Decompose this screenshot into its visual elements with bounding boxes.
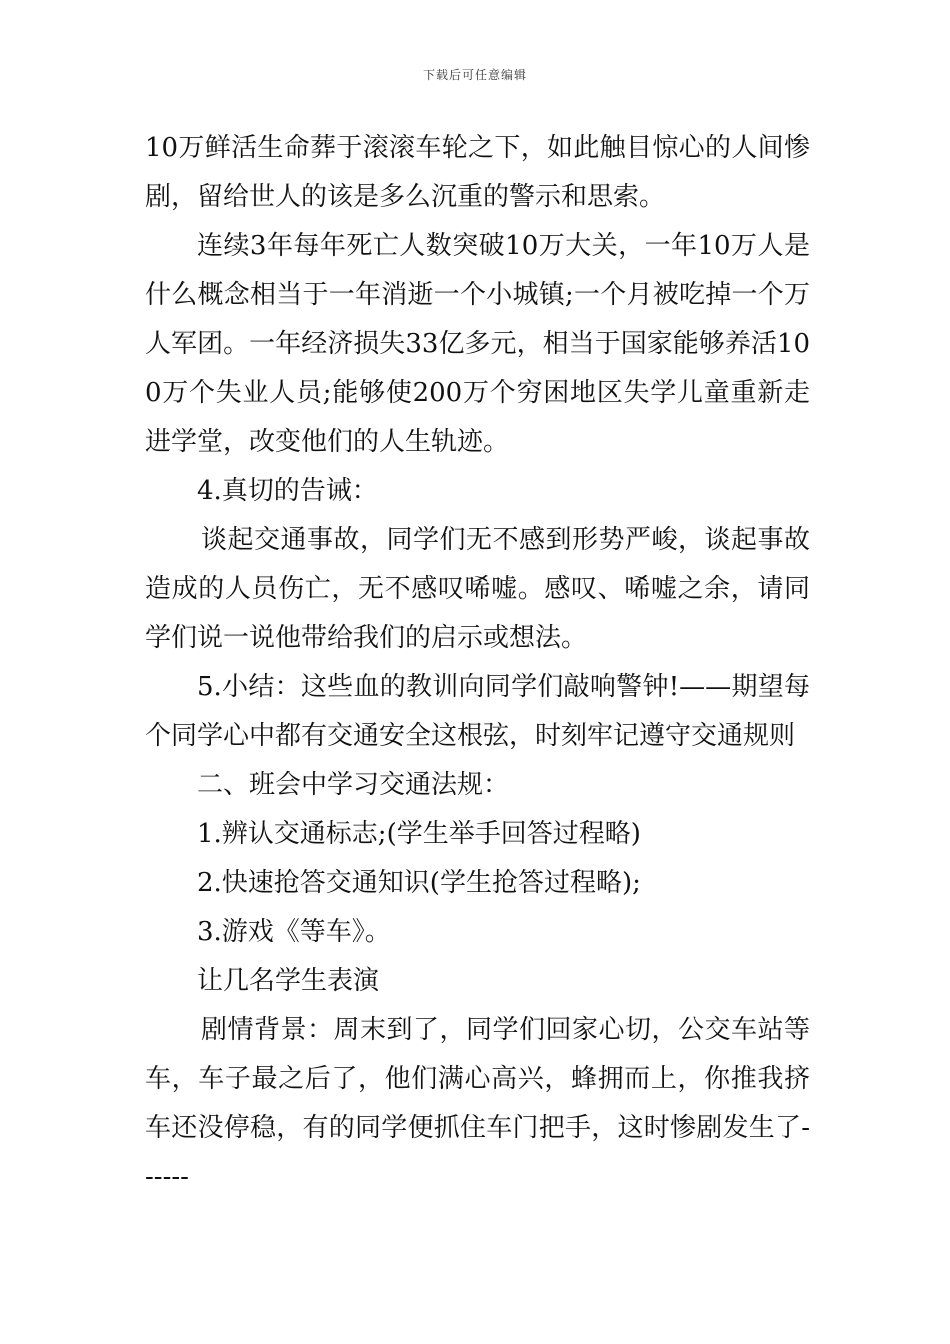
paragraph-4: 谈起交通事故，同学们无不感到形势严峻，谈起事故造成的人员伤亡，无不感叹唏嘘。感叹、唏嘘之余，请同学们说一说他带给我们的启示或想法。 <box>145 525 810 653</box>
paragraph-5: 5.小结：这些血的教训向同学们敲响警钟!——期望每个同学心中都有交通安全这根弦，时刻牢记遵守交通规则 <box>145 672 810 751</box>
paragraph-1: 10万鲜活生命葬于滚滚车轮之下，如此触目惊心的人间惨剧，留给世人的该是多么沉重的警示和思索。 <box>145 133 810 212</box>
paragraph-9: 3.游戏《等车》。 <box>197 917 391 947</box>
paragraph-10: 让几名学生表演 <box>197 966 380 996</box>
document-body <box>145 124 810 1202</box>
paragraph-11: 剧情背景：周末到了，同学们回家心切，公交车站等车，车子最之后了，他们满心高兴，蜂拥而上，你推我挤车还没停稳，有的同学便抓住车门把手，这时惨剧发生了------ <box>145 1015 810 1192</box>
paragraph-3: 4.真切的告诫： <box>197 476 378 506</box>
paragraph-6: 二、班会中学习交通法规： <box>197 770 510 800</box>
paragraph-2: 连续3年每年死亡人数突破10万大关，一年10万人是什么概念相当于一年消逝一个小城镇;一个月被吃掉一个万人军团。一年经济损失33亿多元，相当于国家能够养活100万个失业人员;能够使200万个穷困地区失学儿童重新走进学堂，改变他们的人生轨迹。 <box>145 231 810 457</box>
paragraph-8: 2.快速抢答交通知识(学生抢答过程略); <box>197 868 641 898</box>
paragraph-7: 1.辨认交通标志;(学生举手回答过程略) <box>197 819 641 849</box>
header-note: 下载后可任意编辑 <box>422 68 527 82</box>
